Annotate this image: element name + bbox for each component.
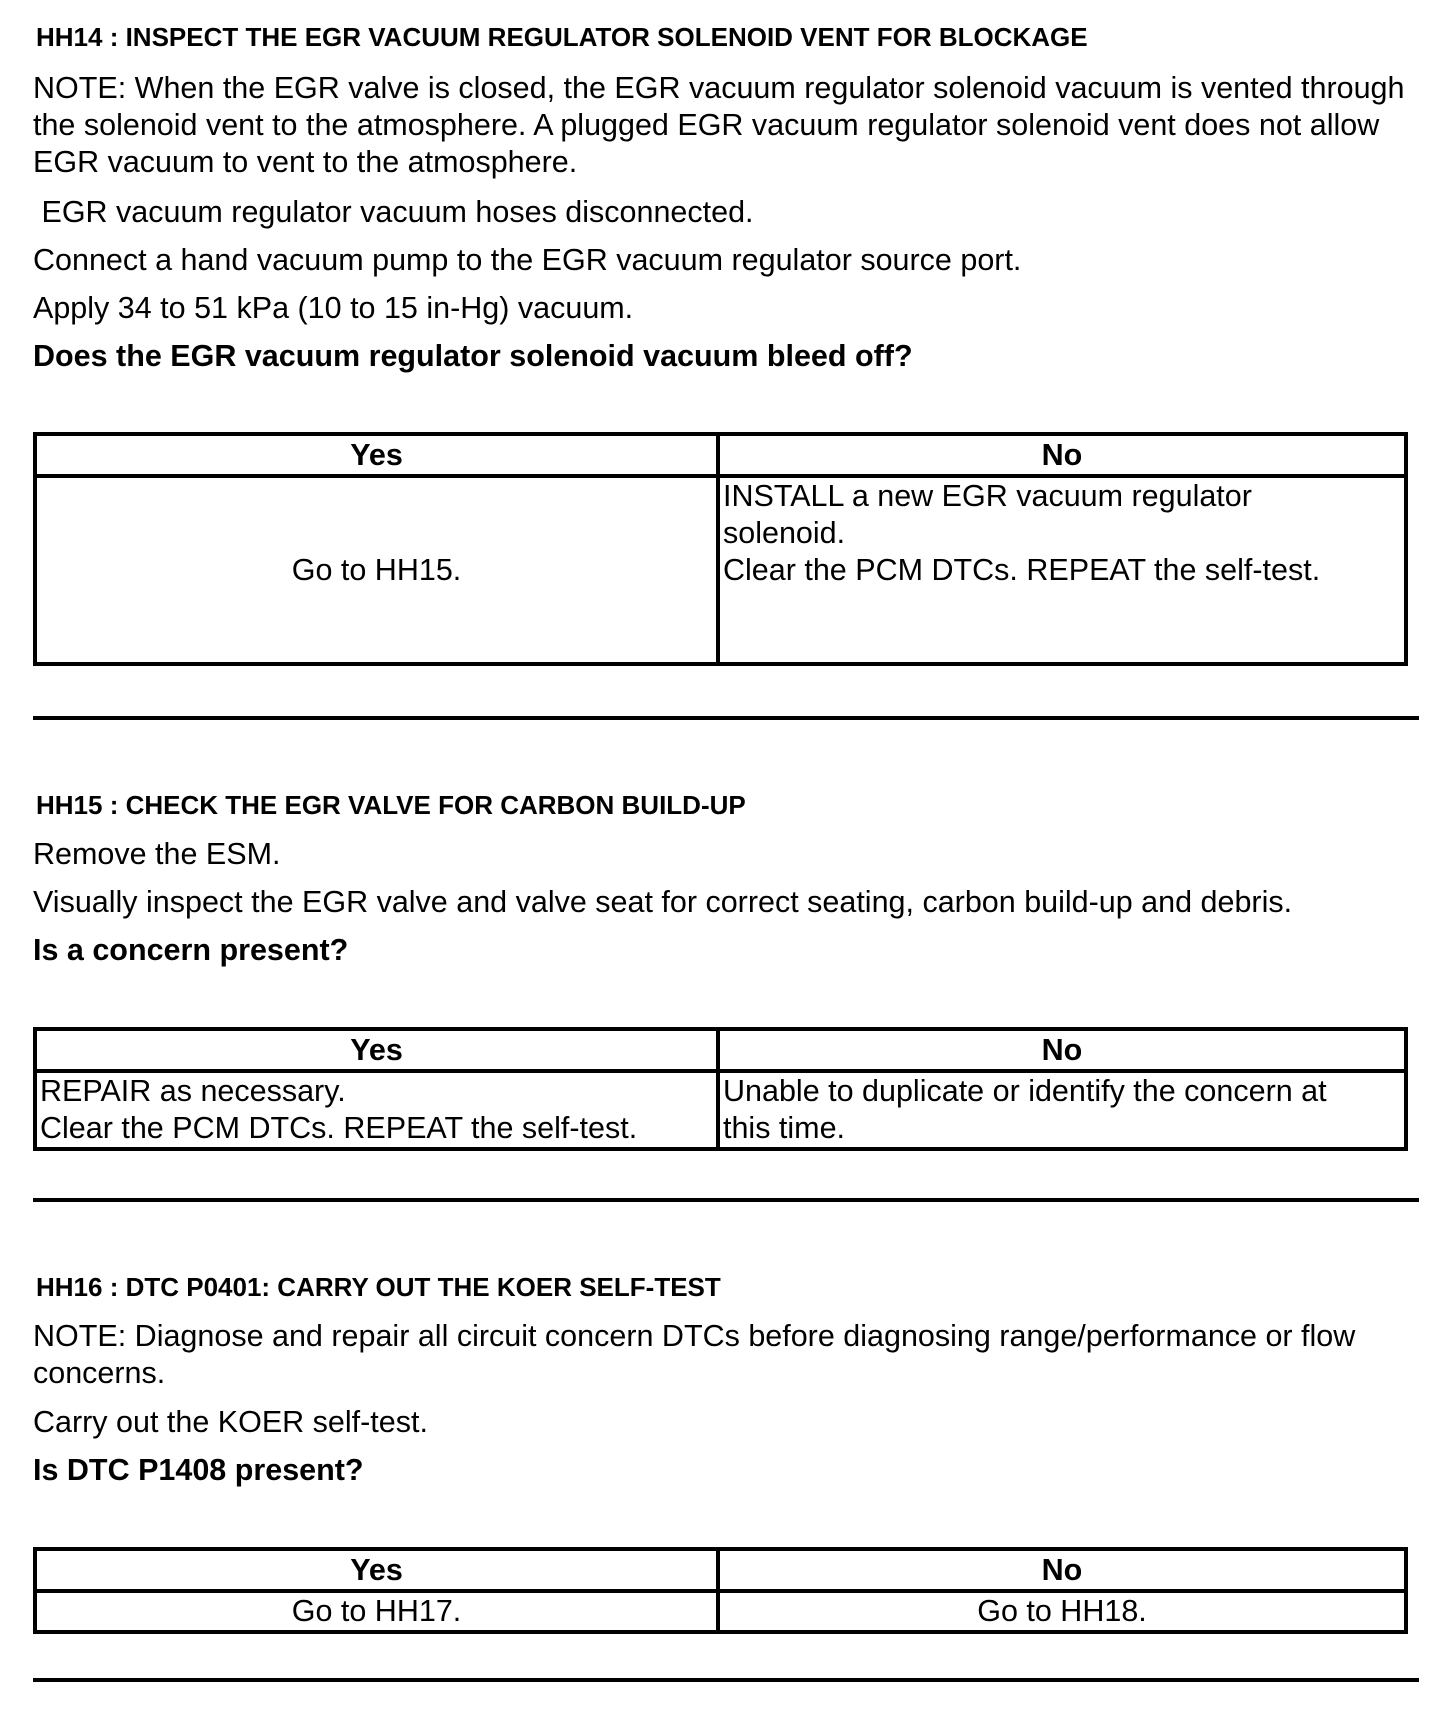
yes-header: Yes xyxy=(35,434,718,476)
yes-action-cell xyxy=(35,476,718,664)
instruction-paragraph: EGR vacuum regulator vacuum hoses disconnected. xyxy=(33,195,754,229)
no-action-line: INSTALL a new EGR vacuum regulator xyxy=(723,479,1252,513)
yes-action-line: REPAIR as necessary. xyxy=(40,1074,346,1108)
instruction-paragraph: Apply 34 to 51 kPa (10 to 15 in-Hg) vacuum. xyxy=(33,291,634,325)
no-action-cell xyxy=(718,1071,1406,1149)
section-divider xyxy=(33,1678,1419,1682)
section-divider xyxy=(33,1198,1419,1202)
instruction-paragraph: Connect a hand vacuum pump to the EGR vacuum regulator source port. xyxy=(33,243,1022,277)
step-heading-hh15: HH15 : CHECK THE EGR VALVE FOR CARBON BUILD-UP xyxy=(36,790,746,820)
yes-no-table xyxy=(33,1547,1408,1634)
yes-no-table xyxy=(33,1027,1408,1151)
no-action-cell xyxy=(718,1591,1406,1632)
yes-action-cell xyxy=(35,1071,718,1149)
yes-header: Yes xyxy=(35,1029,718,1071)
step-question: Is a concern present? xyxy=(33,933,349,967)
yes-action-line: Go to HH15. xyxy=(291,552,462,587)
step-question: Does the EGR vacuum regulator solenoid vacuum bleed off? xyxy=(33,339,913,373)
yes-action-cell xyxy=(35,1591,718,1632)
note-paragraph: NOTE: When the EGR valve is closed, the EGR vacuum regulator solenoid vacuum is vented through the solenoid vent to the atmosphere. A plugged EGR vacuum regulator solenoid vent does not allow EGR vacuum to vent to the atmosphere. xyxy=(33,71,1405,179)
no-action-line: Go to HH18. xyxy=(977,1594,1147,1628)
yes-no-table xyxy=(33,432,1408,666)
note-paragraph: NOTE: Diagnose and repair all circuit concern DTCs before diagnosing range/performance or flow concerns. xyxy=(33,1319,1356,1390)
no-action-line: Unable to duplicate or identify the concern at xyxy=(723,1074,1327,1108)
instruction-paragraph: Remove the ESM. xyxy=(33,837,281,871)
no-action-line: Clear the PCM DTCs. REPEAT the self-test. xyxy=(723,553,1321,587)
instruction-paragraph: Visually inspect the EGR valve and valve seat for correct seating, carbon build-up and debris. xyxy=(33,885,1293,919)
no-action-line: solenoid. xyxy=(723,516,846,550)
yes-action-line: Go to HH17. xyxy=(291,1594,462,1628)
no-action-line: this time. xyxy=(723,1111,846,1145)
section-divider xyxy=(33,716,1419,720)
yes-action-line: Clear the PCM DTCs. REPEAT the self-test. xyxy=(40,1111,638,1145)
yes-header: Yes xyxy=(35,1549,718,1591)
step-heading-hh14: HH14 : INSPECT THE EGR VACUUM REGULATOR SOLENOID VENT FOR BLOCKAGE xyxy=(36,22,1088,52)
instruction-paragraph: Carry out the KOER self-test. xyxy=(33,1405,428,1439)
no-header: No xyxy=(718,1549,1406,1591)
step-heading-hh16: HH16 : DTC P0401: CARRY OUT THE KOER SELF-TEST xyxy=(36,1272,721,1302)
no-action-cell xyxy=(718,476,1406,664)
no-header: No xyxy=(718,434,1406,476)
step-question: Is DTC P1408 present? xyxy=(33,1453,364,1487)
no-header: No xyxy=(718,1029,1406,1071)
